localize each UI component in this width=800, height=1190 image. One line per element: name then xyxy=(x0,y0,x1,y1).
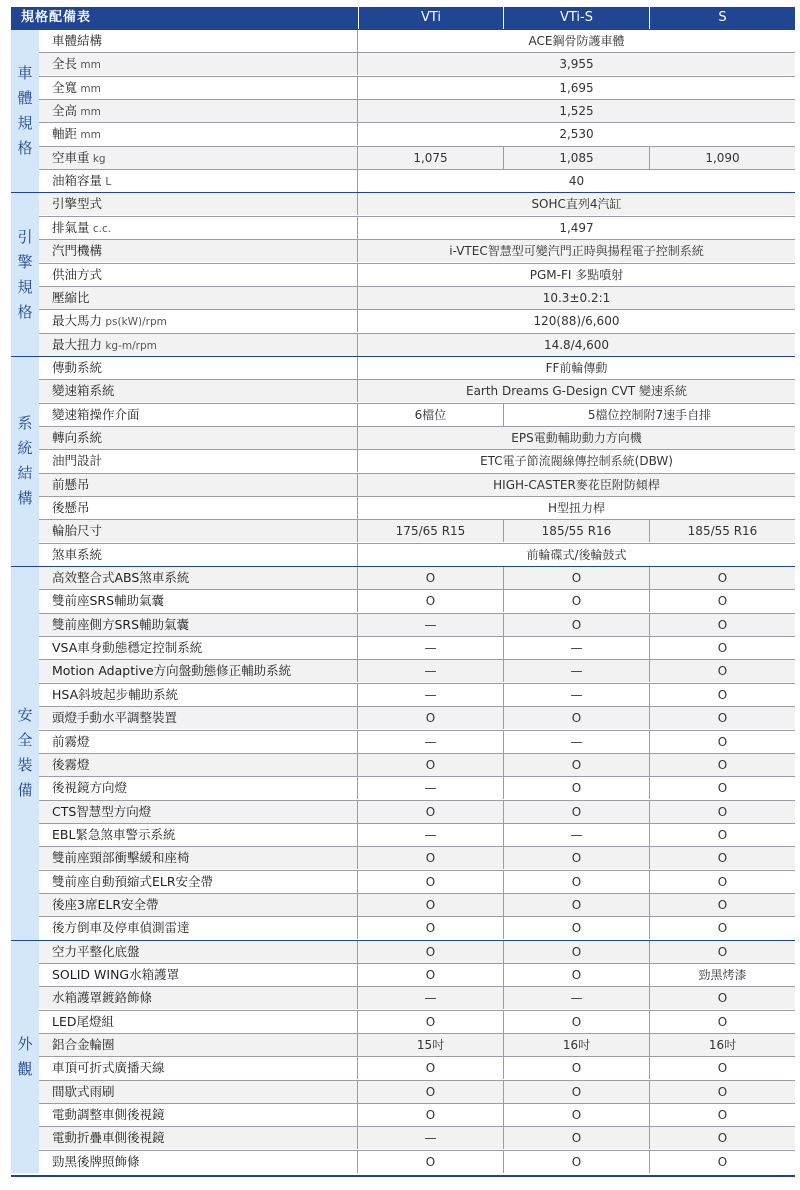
row-label xyxy=(39,30,358,52)
table-cell: 120(88)/6,600 xyxy=(533,314,620,329)
table-bottom-rule xyxy=(11,1175,795,1177)
table-cell: O xyxy=(503,590,649,612)
table-cell: SOHC直列4汽缸 xyxy=(531,197,622,212)
row-label-text: 引擎型式 xyxy=(52,196,103,212)
table-cell: O xyxy=(425,897,436,912)
table-cell: PGM-FI 多點噴射 xyxy=(529,267,624,282)
table-cell: O xyxy=(649,707,795,729)
row-label xyxy=(39,334,358,356)
table-row xyxy=(39,99,795,122)
row-label xyxy=(39,497,358,519)
table-cell: O xyxy=(649,614,795,636)
row-label-text: 頭燈手動水平調整裝置 xyxy=(52,710,178,726)
table-cell: O xyxy=(425,968,436,982)
row-label xyxy=(39,520,358,542)
row-label xyxy=(39,193,358,215)
row-label xyxy=(39,964,358,986)
table-cell: O xyxy=(649,824,795,846)
table-row xyxy=(39,730,795,753)
row-label-text: 變速箱操作介面 xyxy=(52,406,140,422)
table-cell: — xyxy=(424,687,437,702)
row-label-text: 間歇式雨刷 xyxy=(52,1083,115,1099)
table-cell: O xyxy=(649,1057,795,1079)
table-cell: 175/65 R15 xyxy=(395,524,466,539)
row-label-text: 電動調整車側後視鏡 xyxy=(52,1107,165,1123)
table-cell: O xyxy=(649,754,795,776)
table-cell: 185/55 R16 xyxy=(649,520,795,542)
table-row xyxy=(39,753,795,776)
row-label xyxy=(39,894,358,916)
table-cell: O xyxy=(425,944,436,959)
row-label xyxy=(39,1034,358,1056)
table-cell: O xyxy=(503,871,649,893)
row-label-text: 空力平整化底盤 xyxy=(52,943,140,959)
group-label-char: 安 xyxy=(17,706,33,725)
table-cell: 40 xyxy=(568,174,585,189)
table-cell: O xyxy=(425,571,436,586)
table-cell: 1,695 xyxy=(559,80,594,95)
table-cell: 185/55 R16 xyxy=(503,520,649,542)
row-label-text: 車頂可折式廣播天線 xyxy=(52,1060,165,1076)
table-cell: O xyxy=(503,614,649,636)
table-row xyxy=(39,286,795,309)
row-unit: L xyxy=(102,176,112,189)
group-label-char: 規 xyxy=(17,114,33,133)
group-label-char: 觀 xyxy=(17,1059,33,1078)
table-cell: — xyxy=(424,617,437,632)
table-cell: — xyxy=(503,731,649,753)
table-cell: O xyxy=(649,637,795,659)
table-cell: — xyxy=(503,824,649,846)
row-label-text: 全高 xyxy=(52,103,78,119)
table-cell: O xyxy=(503,964,649,986)
table-cell: O xyxy=(425,594,436,609)
row-label xyxy=(39,917,358,939)
row-unit: mm xyxy=(77,129,101,142)
table-cell: O xyxy=(503,777,649,799)
group-label-char: 格 xyxy=(17,302,33,321)
row-label-text: 排氣量 xyxy=(52,219,90,235)
row-unit: ps(kW)/rpm xyxy=(102,316,167,329)
row-label xyxy=(39,427,358,449)
group-label-char: 體 xyxy=(17,89,33,108)
table-row xyxy=(39,403,795,426)
table-cell: — xyxy=(424,1131,437,1146)
row-label-text: 煞車系統 xyxy=(52,546,103,562)
row-label xyxy=(39,1127,358,1149)
table-row xyxy=(39,659,795,682)
table-cell: 1,075 xyxy=(413,150,448,165)
table-cell: O xyxy=(503,754,649,776)
table-row xyxy=(39,449,795,472)
group-label-safety xyxy=(11,566,39,940)
group-label-char: 全 xyxy=(17,731,33,750)
table-cell: 1,525 xyxy=(559,104,594,119)
table-cell: O xyxy=(425,874,436,889)
row-label-text: 後視鏡方向燈 xyxy=(52,780,128,796)
row-label xyxy=(39,240,358,262)
row-label xyxy=(39,100,358,122)
table-cell: O xyxy=(649,1151,795,1173)
row-label-text: 汽門機構 xyxy=(52,243,103,259)
row-label xyxy=(39,707,358,729)
table-cell: O xyxy=(503,1104,649,1126)
row-label xyxy=(39,801,358,823)
row-label xyxy=(39,217,358,239)
row-label-text: 全寬 xyxy=(52,79,78,95)
group-label-char: 結 xyxy=(17,464,33,483)
row-label-text: 後方倒車及停車偵測雷達 xyxy=(52,920,190,936)
table-cell: — xyxy=(503,660,649,682)
table-row xyxy=(39,683,795,706)
group-label-char: 統 xyxy=(17,439,33,458)
row-label xyxy=(39,357,358,379)
row-label-text: 車體結構 xyxy=(52,33,103,48)
column-header-vti-s: VTi-S xyxy=(503,7,649,29)
table-cell: — xyxy=(503,684,649,706)
table-cell: O xyxy=(425,921,436,936)
table-cell: O xyxy=(425,1084,436,1099)
table-row xyxy=(39,356,795,379)
table-row xyxy=(39,1010,795,1033)
row-label-text: HSA斜坡起步輔助系統 xyxy=(52,686,179,702)
table-cell: 1,090 xyxy=(649,147,795,169)
table-row xyxy=(39,426,795,449)
table-cell: O xyxy=(649,847,795,869)
table-cell: O xyxy=(425,757,436,772)
table-cell: — xyxy=(424,641,437,656)
row-label xyxy=(39,1081,358,1103)
row-unit: kg xyxy=(89,152,106,165)
group-label-char: 備 xyxy=(17,781,33,800)
table-cell: 16吋 xyxy=(503,1034,649,1056)
table-cell: 勁黑烤漆 xyxy=(649,964,795,986)
group-label-body xyxy=(11,29,39,192)
table-cell: O xyxy=(425,1061,436,1076)
row-label xyxy=(39,567,358,589)
row-label xyxy=(39,660,358,682)
table-cell: O xyxy=(649,1011,795,1033)
table-cell: O xyxy=(649,590,795,612)
row-label-text: 傳動系統 xyxy=(52,359,103,375)
table-row xyxy=(39,496,795,519)
table-row xyxy=(39,613,795,636)
table-row xyxy=(39,1150,795,1173)
row-label xyxy=(39,614,358,636)
table-cell: ACE鋼骨防護車體 xyxy=(528,34,625,48)
table-cell: O xyxy=(649,871,795,893)
row-label-text: 全長 xyxy=(52,56,78,72)
row-label xyxy=(39,450,358,472)
table-cell: HIGH-CASTER麥花臣附防傾桿 xyxy=(493,477,660,492)
table-cell: 5檔位控制附7速手自排 xyxy=(503,404,795,426)
table-cell: 14.8/4,600 xyxy=(543,337,610,352)
table-cell: 3,955 xyxy=(559,57,594,72)
table-row xyxy=(39,823,795,846)
table-cell: O xyxy=(503,1081,649,1103)
row-label-text: 輪胎尺寸 xyxy=(52,523,103,539)
table-cell: O xyxy=(649,941,795,963)
row-label-text: SOLID WING水箱護罩 xyxy=(52,967,180,982)
row-label-text: 變速箱系統 xyxy=(52,383,115,399)
row-label-text: 後霧燈 xyxy=(52,756,90,772)
table-cell: O xyxy=(649,684,795,706)
table-row xyxy=(39,169,795,192)
table-row xyxy=(39,566,795,589)
row-label xyxy=(39,474,358,496)
row-label xyxy=(39,684,358,706)
row-label xyxy=(39,310,358,332)
row-label-text: 雙前座側方SRS輔助氣囊 xyxy=(52,616,190,632)
table-cell: 1,085 xyxy=(503,147,649,169)
table-row xyxy=(39,216,795,239)
row-label-text: 油門設計 xyxy=(52,453,103,469)
row-label-text: 壓縮比 xyxy=(52,289,90,305)
table-row xyxy=(39,986,795,1009)
table-row xyxy=(39,776,795,799)
table-cell: — xyxy=(424,991,437,1006)
group-label-char: 構 xyxy=(17,489,33,508)
row-label xyxy=(39,123,358,145)
table-cell: O xyxy=(649,801,795,823)
row-label xyxy=(39,287,358,309)
table-row xyxy=(39,146,795,169)
row-label-text: 雙前座自動預縮式ELR安全帶 xyxy=(52,873,214,889)
row-label xyxy=(39,1151,358,1173)
row-label-text: 轉向系統 xyxy=(52,429,103,445)
row-label-text: 高效整合式ABS煞車系統 xyxy=(52,570,190,586)
row-label xyxy=(39,1104,358,1126)
table-cell: O xyxy=(649,777,795,799)
table-row xyxy=(39,636,795,659)
table-row xyxy=(39,333,795,356)
table-cell: O xyxy=(503,567,649,589)
row-label xyxy=(39,170,358,192)
table-cell: O xyxy=(503,801,649,823)
row-label-text: 電動折疊車側後視鏡 xyxy=(52,1130,165,1146)
group-label-char: 引 xyxy=(17,227,33,246)
table-cell: i-VTEC智慧型可變汽門正時與揚程電子控制系統 xyxy=(449,244,704,259)
table-cell: — xyxy=(424,734,437,749)
table-row xyxy=(39,1056,795,1079)
table-cell: O xyxy=(503,941,649,963)
table-cell: O xyxy=(425,1108,436,1123)
row-label-text: CTS智慧型方向燈 xyxy=(52,803,152,819)
row-label-text: 勁黑後牌照飾條 xyxy=(52,1153,140,1169)
row-label xyxy=(39,53,358,75)
table-row xyxy=(39,870,795,893)
table-row xyxy=(39,706,795,729)
group-label-char: 規 xyxy=(17,277,33,296)
table-cell: O xyxy=(425,711,436,726)
table-cell: O xyxy=(649,894,795,916)
table-cell: Earth Dreams G-Design CVT 變速系統 xyxy=(465,384,687,399)
spec-sheet xyxy=(11,7,795,1177)
group-label-char: 擎 xyxy=(17,252,33,271)
table-row xyxy=(39,1126,795,1149)
row-label-text: 水箱護罩鍍鉻飾條 xyxy=(52,990,153,1006)
row-label xyxy=(39,77,358,99)
row-label xyxy=(39,1011,358,1033)
table-cell: O xyxy=(503,1127,649,1149)
group-label-system xyxy=(11,356,39,566)
row-label xyxy=(39,777,358,799)
table-cell: — xyxy=(503,987,649,1009)
table-cell: 15吋 xyxy=(416,1038,445,1053)
table-cell: O xyxy=(649,1127,795,1149)
table-cell: O xyxy=(649,917,795,939)
table-cell: FF前輪傳動 xyxy=(545,360,608,375)
row-unit: kg-m/rpm xyxy=(102,339,157,352)
table-row xyxy=(39,1033,795,1056)
table-row xyxy=(39,309,795,332)
row-label xyxy=(39,824,358,846)
row-label-text: 鋁合金輪圈 xyxy=(52,1037,115,1053)
table-cell: — xyxy=(424,781,437,796)
table-title: 規格配備表 xyxy=(11,7,358,29)
row-label-text: 前霧燈 xyxy=(52,733,90,749)
table-row xyxy=(39,263,795,286)
table-cell: — xyxy=(424,827,437,842)
table-row xyxy=(39,192,795,215)
row-label-text: 雙前座SRS輔助氣囊 xyxy=(52,593,165,609)
table-row xyxy=(39,543,795,566)
row-label-text: EBL緊急煞車警示系統 xyxy=(52,826,176,842)
table-row xyxy=(39,239,795,262)
table-cell: H型扭力桿 xyxy=(547,501,606,515)
row-label-text: 最大扭力 xyxy=(52,336,103,352)
table-row xyxy=(39,963,795,986)
table-cell: 6檔位 xyxy=(414,407,447,422)
group-label-engine xyxy=(11,192,39,355)
table-cell: — xyxy=(424,664,437,679)
table-cell: O xyxy=(503,894,649,916)
row-unit: mm xyxy=(77,82,101,95)
row-label-text: 最大馬力 xyxy=(52,313,103,329)
table-cell: O xyxy=(503,847,649,869)
table-row xyxy=(39,379,795,402)
row-label-text: 供油方式 xyxy=(52,266,103,282)
table-row xyxy=(39,519,795,542)
table-row xyxy=(39,122,795,145)
row-label xyxy=(39,590,358,612)
table-cell: O xyxy=(503,1151,649,1173)
row-unit: mm xyxy=(77,106,101,119)
row-label xyxy=(39,637,358,659)
table-cell: O xyxy=(649,1104,795,1126)
table-row xyxy=(39,893,795,916)
table-cell: 10.3±0.2:1 xyxy=(542,290,611,305)
row-label xyxy=(39,404,358,426)
table-row xyxy=(39,52,795,75)
row-label-text: Motion Adaptive方向盤動態修正輔助系統 xyxy=(52,663,292,679)
table-row xyxy=(39,1103,795,1126)
table-cell: O xyxy=(425,851,436,866)
table-cell: 16吋 xyxy=(649,1034,795,1056)
row-label-text: 雙前座頸部衝擊緩和座椅 xyxy=(52,850,190,866)
row-label xyxy=(39,380,358,402)
row-label xyxy=(39,147,358,169)
row-label xyxy=(39,731,358,753)
table-row xyxy=(39,940,795,963)
table-cell: 前輪碟式/後輪鼓式 xyxy=(526,547,627,562)
group-label-char: 外 xyxy=(17,1034,33,1053)
table-cell: O xyxy=(503,917,649,939)
group-label-char: 車 xyxy=(17,64,33,83)
row-label-text: 前懸吊 xyxy=(52,476,90,492)
row-label-text: VSA車身動態穩定控制系統 xyxy=(52,640,203,656)
row-label xyxy=(39,871,358,893)
table-cell: O xyxy=(649,567,795,589)
group-label-char: 格 xyxy=(17,139,33,158)
table-cell: 2,530 xyxy=(559,127,594,142)
group-label-char: 裝 xyxy=(17,756,33,775)
table-row xyxy=(39,473,795,496)
row-label xyxy=(39,1057,358,1079)
table-cell: O xyxy=(649,731,795,753)
column-header-s: S xyxy=(649,7,795,29)
table-cell: — xyxy=(503,637,649,659)
table-cell: EPS電動輔助動力方向機 xyxy=(511,430,642,445)
row-label xyxy=(39,987,358,1009)
table-cell: O xyxy=(425,804,436,819)
row-label xyxy=(39,264,358,286)
table-row xyxy=(39,76,795,99)
table-cell: O xyxy=(425,1154,436,1169)
column-header-vti: VTi xyxy=(358,7,503,29)
row-label-text: LED尾燈組 xyxy=(52,1013,114,1029)
table-cell: 1,497 xyxy=(559,220,594,235)
row-unit: mm xyxy=(77,59,101,72)
table-cell: O xyxy=(649,987,795,1009)
row-label-text: 軸距 xyxy=(52,126,78,142)
table-row xyxy=(39,1080,795,1103)
row-label-text: 後懸吊 xyxy=(52,500,90,515)
table-row xyxy=(39,846,795,869)
table-cell: O xyxy=(425,1014,436,1029)
row-label xyxy=(39,847,358,869)
table-cell: O xyxy=(503,707,649,729)
row-label xyxy=(39,754,358,776)
row-label xyxy=(39,941,358,963)
table-cell: O xyxy=(503,1011,649,1033)
table-cell: O xyxy=(503,1057,649,1079)
row-label-text: 後座3席ELR安全帶 xyxy=(52,896,159,912)
row-label-text: 油箱容量 xyxy=(52,173,103,189)
row-unit: c.c. xyxy=(89,222,112,235)
table-row xyxy=(39,589,795,612)
row-label-text: 空車重 xyxy=(52,149,90,165)
table-cell: ETC電子節流閥線傳控制系統(DBW) xyxy=(480,454,673,469)
group-label-exterior xyxy=(11,940,39,1174)
table-cell: O xyxy=(649,1081,795,1103)
row-label xyxy=(39,544,358,566)
group-label-char: 系 xyxy=(17,414,33,433)
table-row xyxy=(39,29,795,52)
table-row xyxy=(39,916,795,939)
table-row xyxy=(39,800,795,823)
table-cell: O xyxy=(649,660,795,682)
